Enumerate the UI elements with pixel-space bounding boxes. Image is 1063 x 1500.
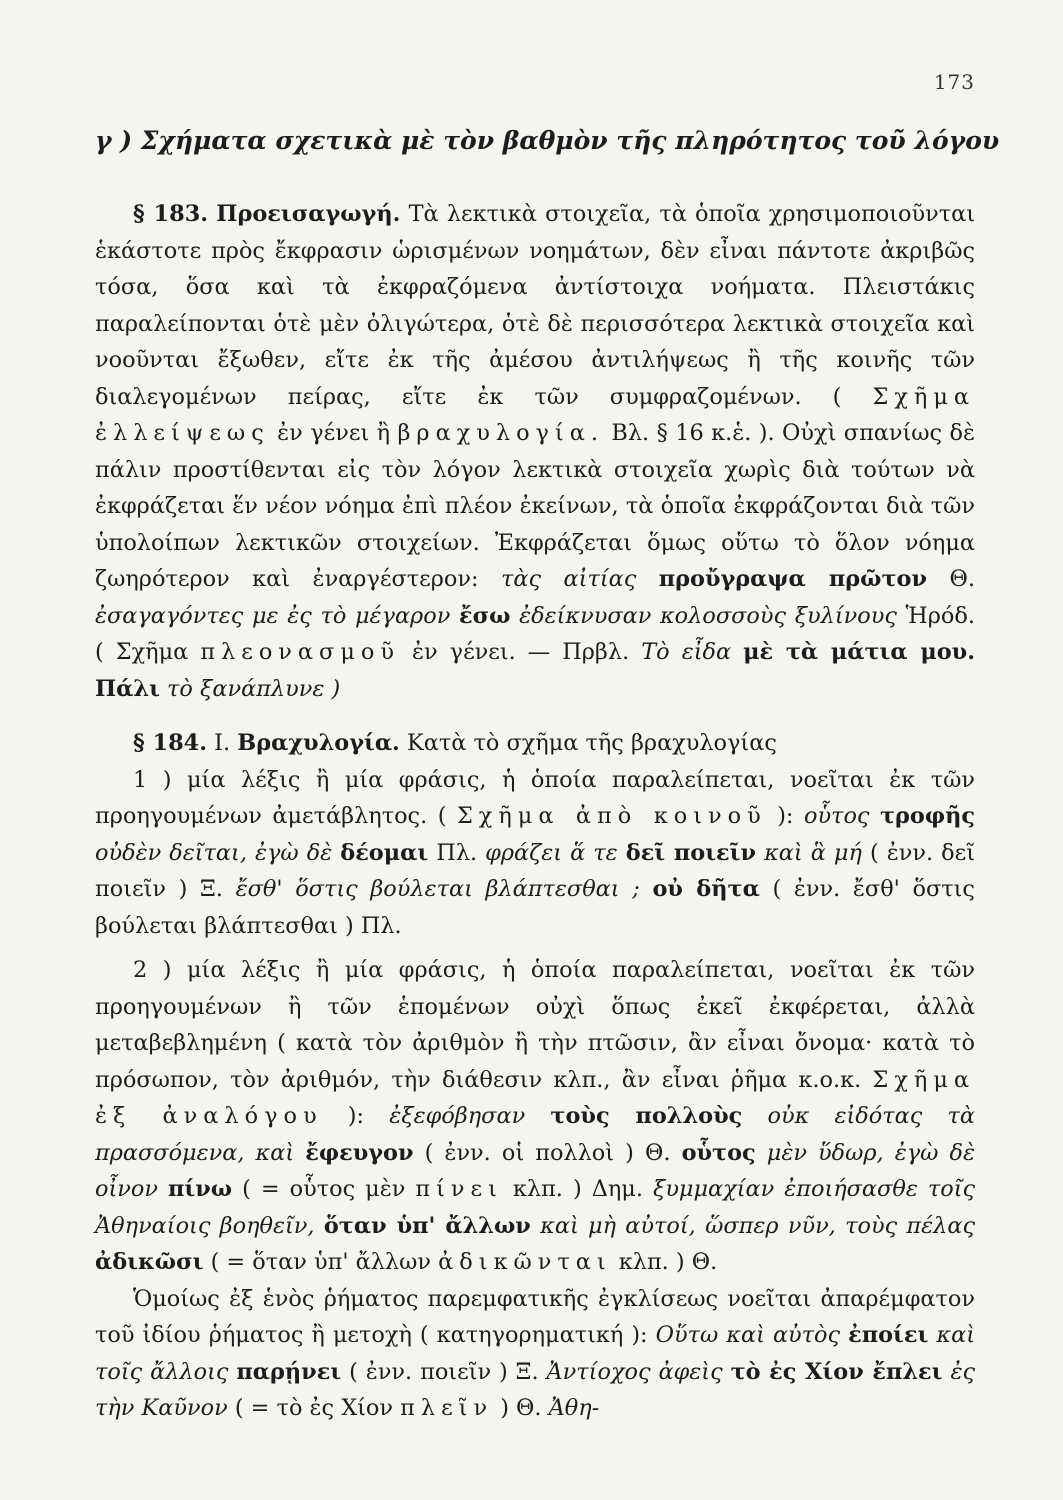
example-italic: ἐδείκνυσαν κολοσσοὺς ξυλίνους bbox=[519, 602, 897, 629]
text: ἐν γένει. — Πρβλ. bbox=[412, 639, 630, 665]
text: ( ἐνν. ποιεῖν ) Ξ. bbox=[349, 1358, 539, 1385]
spaced-term: πίνει bbox=[415, 1176, 503, 1202]
example-italic: ἐξεφόβησαν bbox=[389, 1103, 526, 1129]
text: ( ἐνν. ἔσθ' ὅστις βούλεται βλάπτεσθαι ) Πλ. bbox=[95, 876, 975, 939]
text: Τὰ λεκτικὰ στοιχεῖα, τὰ ὁποῖα χρησιμοποιοῦνται ἑκάστοτε πρὸς ἔκφρασιν ὡρισμένων νοημάτων, δὲν εἶναι πάντοτε ἀκριβῶς τόσα, ὅσα καὶ τὰ ἐκφραζόμενα ἀντίστοιχα νοήματα. Πλειστάκις παραλείπονται ὁτὲ μὲν ὀλιγώτερα, ὁτὲ δὲ περισσότερα λεκτικὰ στοιχεῖα καὶ νοοῦνται ἔξωθεν, εἴτε ἐκ τῆς ἀμέσου ἀντιλήψεως ἢ τῆς κοινῆς τῶν διαλεγομένων πείρας, εἴτε ἐκ τῶν συμφραζομένων. ( bbox=[95, 201, 976, 410]
example-bold: οὗτος bbox=[681, 1139, 756, 1166]
spaced-term: πλεονασμοῦ bbox=[200, 639, 400, 665]
section-183 bbox=[95, 196, 975, 707]
text: 2 ) μία λέξις ἢ μία φράσις, ἡ ὁποία παραλείπεται, νοεῖται ἐκ τῶν προηγουμένων ἢ τῶν ἑπομένων οὐχὶ ὅπως ἐκεῖ ἐκφέρεται, ἀλλὰ μεταβεβλημένη ( κατὰ τὸν ἀριθμὸν ἢ τὴν πτῶσιν, ἂν εἶναι ὄνομα· κατὰ τὸ πρόσωπον, τὸν ἀριθμόν, τὴν διάθεσιν κλπ., ἂν εἶναι ῥῆμα κ.ο.κ. bbox=[95, 957, 975, 1093]
example-bold: τοὺς πολλοὺς bbox=[550, 1103, 743, 1129]
example-italic: ἔσθ' ὅστις βούλεται βλάπτεσθαι ; bbox=[235, 876, 640, 902]
text: ( = τὸ ἐς Χίον bbox=[234, 1395, 394, 1421]
example-italic: τὰς αἰτίας bbox=[501, 566, 637, 592]
page-body bbox=[95, 196, 975, 1427]
spaced-term: ἀδικῶνται bbox=[438, 1249, 612, 1275]
example-italic: μὲν ὕδωρ, ἐγὼ δὲ οἶνον bbox=[95, 1139, 975, 1202]
roman-numeral: Ι. bbox=[214, 730, 231, 756]
paragraph-2 bbox=[95, 952, 975, 1281]
section-183-number: § 183. bbox=[133, 201, 209, 227]
example-italic: καὶ μὴ αὐτοί, ὥσπερ νῦν, τοὺς πέλας bbox=[540, 1212, 976, 1239]
spaced-term: Σχῆμα ἐλλείψεως bbox=[95, 383, 975, 446]
text: Βλ. § 16 κ.ἑ. ). Οὐχὶ σπανίως δὲ πάλιν προστίθενται εἰς τὸν λόγον λεκτικὰ στοιχεῖα χωρὶς διὰ τούτων νὰ ἐκφράζεται ἕν νέον νόημα ἐπὶ πλέον ἐκείνων, τὰ ὁποῖα ἐκφράζονται διὰ τῶν ὑπολοίπων λεκτικῶν στοιχείων. Ἐκφράζεται ὅμως οὕτω τὸ ὅλον νόημα ζωηρότερον καὶ ἐναργέστερον: bbox=[95, 420, 976, 592]
example-italic: φράζει ἅ τε bbox=[485, 839, 618, 866]
example-italic: Τὸ εἶδα bbox=[641, 639, 732, 665]
example-bold: ἔσω bbox=[459, 602, 511, 629]
example-bold: τὸ ἐς Χίον ἔπλει bbox=[730, 1358, 943, 1385]
text: ( = ὅταν ὑπ' ἄλλων bbox=[210, 1249, 431, 1275]
spaced-term: πλεῖν bbox=[400, 1395, 494, 1421]
page-number: 173 bbox=[933, 70, 975, 94]
text: ) Θ. bbox=[500, 1395, 542, 1421]
section-184 bbox=[95, 725, 975, 762]
section-title: γ ) Σχήματα σχετικὰ μὲ τὸν βαθμὸν τῆς πληρότητος τοῦ λόγου bbox=[95, 126, 1000, 155]
example-italic: οὐδὲν δεῖται, ἐγὼ δὲ bbox=[95, 839, 333, 866]
example-bold: οὐ δῆτα bbox=[652, 876, 760, 902]
spaced-term: βραχυλογία. bbox=[397, 420, 604, 446]
section-184-number: § 184. bbox=[133, 730, 208, 756]
example-bold: ἀδικῶσι bbox=[95, 1249, 204, 1275]
example-bold: μὲ τὰ μάτια μου. Πάλι bbox=[95, 639, 975, 702]
example-italic: καὶ τοῖς ἄλλοις bbox=[95, 1322, 975, 1385]
text: Κατὰ τὸ σχῆμα τῆς βραχυλογίας bbox=[406, 730, 777, 756]
example-italic: τὸ ξανάπλυνε ) bbox=[167, 675, 341, 702]
text: κλπ. ) Δημ. bbox=[512, 1176, 643, 1202]
text: ): bbox=[347, 1103, 365, 1129]
example-italic: ἐσαγαγόντες με ἐς τὸ μέγαρον bbox=[95, 602, 451, 629]
text: ( ἐνν. οἱ πολλοὶ ) Θ. bbox=[424, 1139, 671, 1166]
example-italic: οὐκ εἰδότας τὰ πρασσόμενα, καὶ bbox=[95, 1103, 976, 1166]
example-bold: τροφῆς bbox=[879, 803, 976, 829]
text: ( = οὗτος μὲν bbox=[242, 1176, 406, 1202]
example-bold: παρῄνει bbox=[236, 1358, 342, 1385]
text: ): bbox=[777, 803, 794, 829]
paragraph-1 bbox=[95, 762, 975, 945]
paragraph-3 bbox=[95, 1281, 975, 1427]
example-italic: Ἀντίοχος ἀφεὶς bbox=[546, 1358, 723, 1385]
example-italic: ξυμμαχίαν ἐποιήσασθε τοῖς Ἀθηναίοις βοηθεῖν, bbox=[95, 1176, 976, 1239]
text: 1 ) μία λέξις ἢ μία φράσις, ἡ ὁποία παραλείπεται, νοεῖται ἐκ τῶν προηγουμένων ἀμετάβλητος. ( bbox=[95, 766, 975, 829]
example-bold: δέομαι bbox=[340, 839, 429, 866]
text: κλπ. ) Θ. bbox=[618, 1249, 718, 1275]
text: Πλ. bbox=[436, 839, 478, 866]
example-italic: ἐς τὴν Καῦνον bbox=[95, 1358, 976, 1421]
text: ἐν γένει ἢ bbox=[277, 420, 391, 446]
example-italic: καὶ ἃ μή bbox=[764, 839, 862, 866]
example-italic: Οὕτω καὶ αὐτὸς bbox=[655, 1322, 841, 1348]
example-bold: προὔγραψα πρῶτον bbox=[658, 566, 928, 592]
text: Ὁμοίως ἐξ ἑνὸς ῥήματος παρεμφατικῆς ἐγκλίσεως νοεῖται ἀπαρέμφατον τοῦ ἰδίου ῥήματος ἢ μετοχὴ ( κατηγορηματική ): bbox=[95, 1285, 975, 1348]
example-italic: οὗτος bbox=[803, 803, 870, 829]
section-183-heading: Προεισαγωγή. bbox=[216, 201, 401, 227]
example-italic: Ἀθη- bbox=[548, 1395, 600, 1421]
example-bold: ἔφευγον bbox=[305, 1139, 414, 1166]
text: Θ. bbox=[949, 566, 975, 592]
example-bold: ὅταν ὑπ' ἄλλων bbox=[323, 1212, 531, 1239]
spaced-term: Σχῆμα ἀπὸ κοινοῦ bbox=[456, 803, 767, 829]
example-bold: πίνω bbox=[168, 1176, 233, 1202]
spaced-term: Σχῆμα ἐξ ἀναλόγου bbox=[95, 1066, 976, 1129]
text: Ἡρόδ. ( Σχῆμα bbox=[95, 602, 976, 665]
text: ( ἐνν. δεῖ ποιεῖν ) Ξ. bbox=[95, 839, 975, 902]
example-bold: δεῖ ποιεῖν bbox=[625, 839, 757, 866]
example-bold: ἐποίει bbox=[848, 1322, 929, 1348]
section-184-heading: Βραχυλογία. bbox=[237, 730, 400, 756]
